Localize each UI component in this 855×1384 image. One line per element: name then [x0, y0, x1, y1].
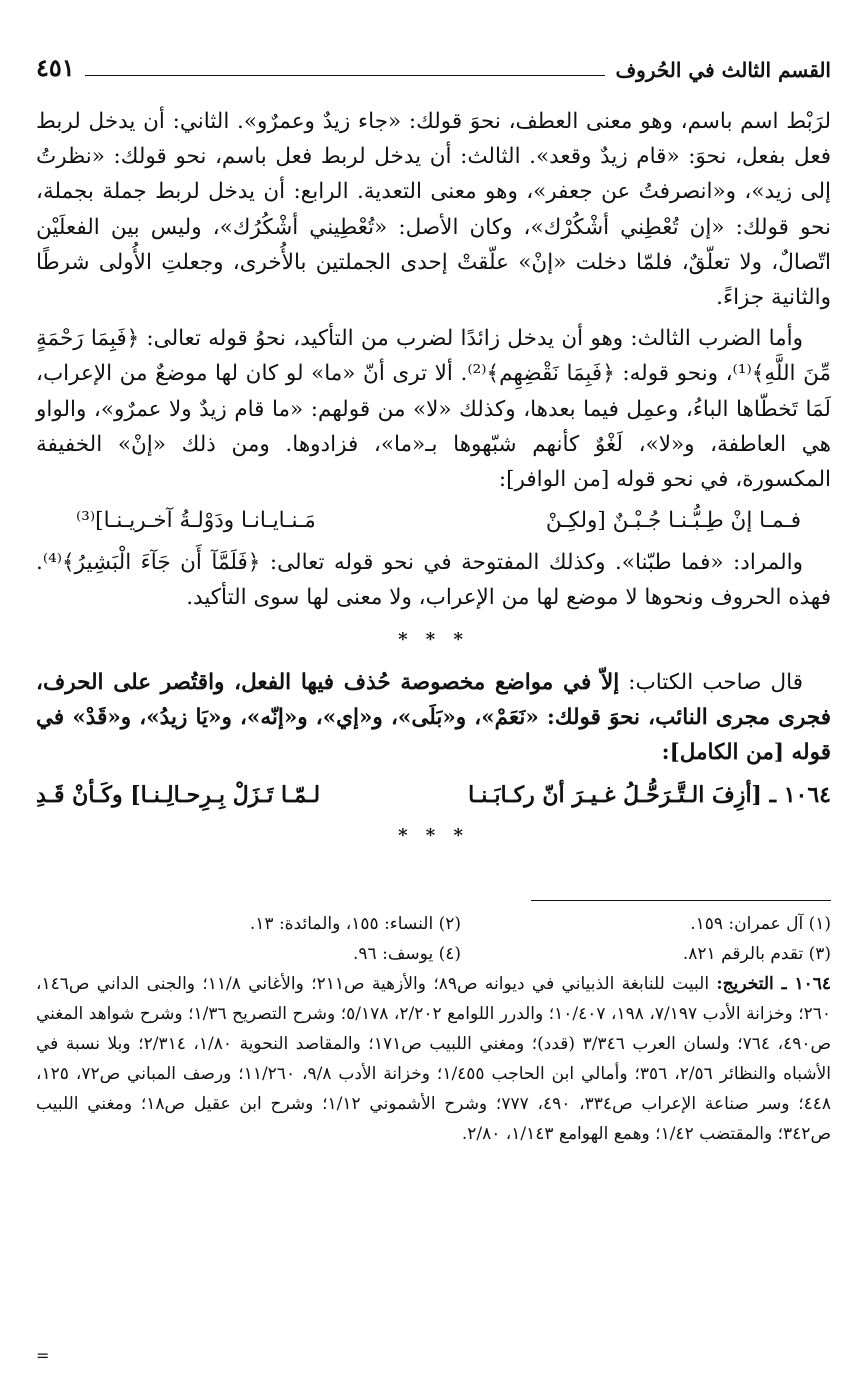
takhrij-text: البيت للنابغة الذبياني في ديوانه ص٨٩؛ والأزهية ص٢١١؛ والأغاني ١١/٨؛ والجنى الداني ص١٤٦، ٢٦٠؛ وخزانة الأدب ٧/١٩٧، ١٩٨، ١٠/٤٠٧؛ والدرر اللوامع ٢/٢٠٢، ٥/١٧٨؛ وشرح التصريح ١/٣٦؛ وشرح شواهد المغني ص٤٩٠، ٧٦٤؛ ولسان العرب ٣/٣٤٦ (قدد)؛ ومغني اللبيب ص١٧١؛ والمقاصد النحوية ١/٨٠، ٢/٣١٤؛ وبلا نسبة في الأشباه والنظائر ٢/٥٦، ٣٥٦؛ وأمالي ابن الحاجب ١/٤٥٥؛ وخزانة الأدب ٩/٨، ١١/٢٦٠؛ ورصف المباني ص٧٢، ١٢٥، ٤٤٨؛ وسر صناعة الإعراب ص٣٣٤، ٤٩٠، ٧٧٧؛ وشرح الأشموني ١/١٢؛ وشرح ابن عقيل ص١٨؛ ومغني اللبيب ص٣٤٢؛ والمقتضب ١/٤٢؛ وهمع الهوامع ١/١٤٣، ٢/٨٠.	[36, 973, 832, 1144]
section-separator: * * *	[398, 628, 469, 650]
paragraph-4	[36, 665, 831, 771]
section-separator-2: * * *	[398, 825, 469, 847]
verse-1064-second-hemistich: لـمّـا تَـزَلْ بِـرِحـالِـنـا] وكَـأنْ قَـدِ	[36, 782, 321, 809]
header-rule	[85, 75, 606, 76]
verse-1	[36, 503, 831, 539]
paragraph-3: والمراد: «فما طبّنا». وكذلك المفتوحة في نحو قوله تعالى: ﴿فَلَمَّآ أَن جَآءَ الْبَشِيرُ﴾⁽⁴⁾. فهذه الحروف ونحوها لا موضع لها من الإعراب، ولا معنى لها سوى التأكيد.	[36, 550, 831, 611]
main-text	[36, 104, 831, 854]
footnote-rule	[531, 900, 831, 901]
verse-1-first-hemistich: فـمـا إنْ طِـبُّـنـا جُـبْـنٌ [ولكِـنْ	[545, 508, 801, 534]
footnote-2: (٢) النساء: ١٥٥، والمائدة: ١٣.	[249, 913, 461, 934]
footnotes	[36, 909, 831, 1149]
paragraph-4-quote: إلاّ في مواضع مخصوصة حُذف فيها الفعل، واقتُصر على الحرف، فجرى مجرى النائب، نحوَ قولك: «نَعَمْ»، و«بَلَى»، و«إي»، و«إنّه»، و«يَا زيدُ»، و«قَدْ» في قوله [من الكامل]:	[36, 669, 831, 766]
takhrij-note	[36, 969, 831, 1149]
footnote-row-1	[36, 909, 831, 939]
footnote-1: (١) آل عمران: ١٥٩.	[690, 913, 831, 934]
verse-1064	[36, 776, 831, 814]
page-number: ٤٥١	[36, 53, 75, 82]
footnote-4: (٤) يوسف: ٩٦.	[353, 943, 461, 964]
margin-mark: =	[36, 1346, 50, 1365]
running-header	[36, 52, 831, 82]
chapter-title: القسم الثالث في الحُروف	[615, 58, 831, 82]
verse-1064-first-hemistich: ١٠٦٤ ـ [أزِفَ الـتَّـرَحُّـلُ غـيـرَ أنّ ركـابَـنـا	[468, 782, 831, 809]
takhrij-label: ١٠٦٤ ـ التخريج:	[716, 973, 832, 994]
paragraph-1: لرَبْط اسم باسم، وهو معنى العطف، نحوَ قولك: «جاء زيدٌ وعمرٌو». الثاني: أن يدخل لربط فعل بفعل، نحوَ: «قام زيدٌ وقعد». الثالث: أن يدخل لربط فعل باسم، نحو قولك: «نظرتُ إلى زيد»، و«انصرفتُ عن جعفر»، وهو معنى التعدية. الرابع: أن يدخل لربط جملة بجملة، نحو قولك: «إن تُعْطِني أشْكُرْك»، وكان الأصل: «تُعْطِيني أشْكُرُك»، وليس بين الفعلَيْن اتّصالٌ، ولا تعلّقٌ، فلمّا دخلت «إنْ» علّقتْ إحدى الجملتين بالأُخرى، وجعلتِ الأُولى شرطًا والثانية جزاءً.	[36, 109, 831, 311]
paragraph-2: وأما الضرب الثالث: وهو أن يدخل زائدًا لضرب من التأكيد، نحوُ قوله تعالى: ﴿فَبِمَا رَحْمَةٍ مِّنَ اللَّهِ﴾⁽¹⁾، ونحو قوله: ﴿فَبِمَا نَقْضِهِم﴾⁽²⁾. ألا ترى أنّ «ما» لو كان لها موضعٌ من الإعراب، لَمَا تَخطّاها الباءُ، وعمِل فيما بعدها، وكذلك «لا» من قولهم: «ما قام زيدٌ ولا عمرٌو»، والواو هي العاطفة، و«لا»، لَغْوٌ كأنهم شبّهوها بـ«ما»، فزادوها. ومن ذلك «إنْ» الخفيفة المكسورة، في نحو قوله [من الوافر]:	[36, 326, 831, 493]
footnote-row-2	[36, 939, 831, 969]
paragraph-4-lead: قال صاحب الكتاب:	[619, 669, 803, 695]
footnote-3: (٣) تقدم بالرقم ٨٢١.	[682, 943, 831, 964]
verse-1-second-hemistich: مَـنـايـانـا ودَوْلـةُ آخـريـنـا]⁽³⁾	[76, 508, 316, 534]
